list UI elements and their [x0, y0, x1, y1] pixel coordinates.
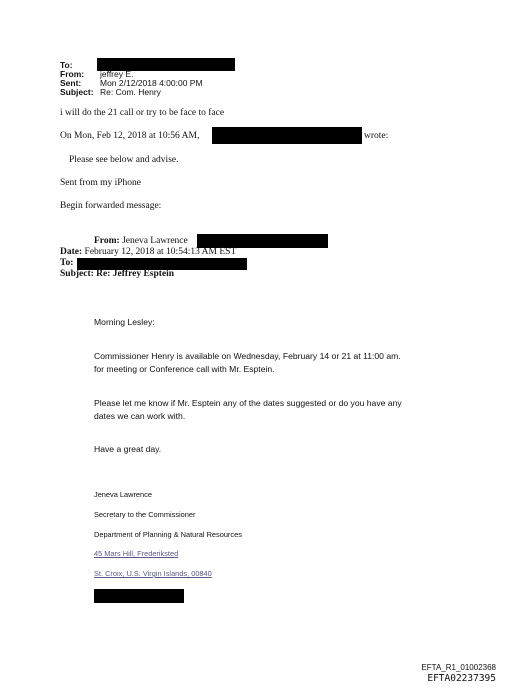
begin-forwarded-line: Begin forwarded message:	[60, 201, 162, 211]
redaction-block	[94, 589, 184, 603]
header-subject-label: Subject:	[60, 87, 94, 97]
fwd-date-label: Date:	[60, 247, 83, 257]
paragraph-1-line-2: for meeting or Conference call with Mr. Esptein.	[94, 364, 275, 374]
header-sent-label: Sent:	[60, 78, 82, 88]
paragraph-1-line-1: Commissioner Henry is available on Wednesday, February 14 or 21 at 11:00 am.	[94, 351, 401, 361]
advise-line: Please see below and advise.	[69, 155, 179, 165]
header-from-label: From:	[60, 69, 85, 79]
header-from-value: jeffrey E.	[100, 69, 134, 79]
fwd-from-row	[94, 236, 188, 247]
header-subject-row	[60, 88, 161, 97]
bates-id-2: EFTA02237395	[427, 673, 496, 684]
fwd-to-row	[60, 258, 73, 269]
reply-line: i will do the 21 call or try to be face to face	[60, 108, 225, 118]
closing: Have a great day.	[94, 444, 162, 454]
redaction-block	[197, 234, 328, 248]
signature-department: Department of Planning & Natural Resources	[94, 530, 242, 539]
signature-title: Secretary to the Commissioner	[94, 510, 196, 519]
paragraph-2-line-2: dates we can work with.	[94, 411, 186, 421]
paragraph-2-line-1: Please let me know if Mr. Esptein any of the dates suggested or do you have any	[94, 398, 402, 408]
fwd-subject-row	[60, 269, 174, 280]
redaction-block	[212, 127, 362, 144]
fwd-from-label: From:	[94, 236, 120, 246]
fwd-from-value: Jeneva Lawrence	[122, 236, 188, 246]
fwd-subject-label: Subject:	[60, 269, 94, 279]
quote-intro: On Mon, Feb 12, 2018 at 10:56 AM,	[60, 131, 200, 141]
fwd-date-row	[60, 247, 236, 258]
header-to-label: To:	[60, 60, 73, 70]
fwd-to-label: To:	[60, 258, 74, 268]
signature-name: Jeneva Lawrence	[94, 490, 152, 499]
fwd-subject-value: Re: Jeffrey Esptein	[96, 269, 175, 279]
quote-wrote: wrote:	[364, 131, 389, 141]
signature-address-link-1[interactable]: 45 Mars Hill, Frederiksted	[94, 549, 179, 558]
signature-address-link-2[interactable]: St. Croix, U.S. Virgin Islands, 00840	[94, 569, 212, 578]
greeting: Morning Lesley:	[94, 317, 155, 327]
header-sent-value: Mon 2/12/2018 4:00:00 PM	[100, 78, 203, 88]
header-subject-value: Re: Com. Henry	[100, 87, 161, 97]
fwd-date-value: February 12, 2018 at 10:54:13 AM EST	[84, 247, 237, 257]
bates-id-1: EFTA_R1_01002368	[421, 663, 496, 672]
iphone-line: Sent from my iPhone	[60, 178, 142, 188]
